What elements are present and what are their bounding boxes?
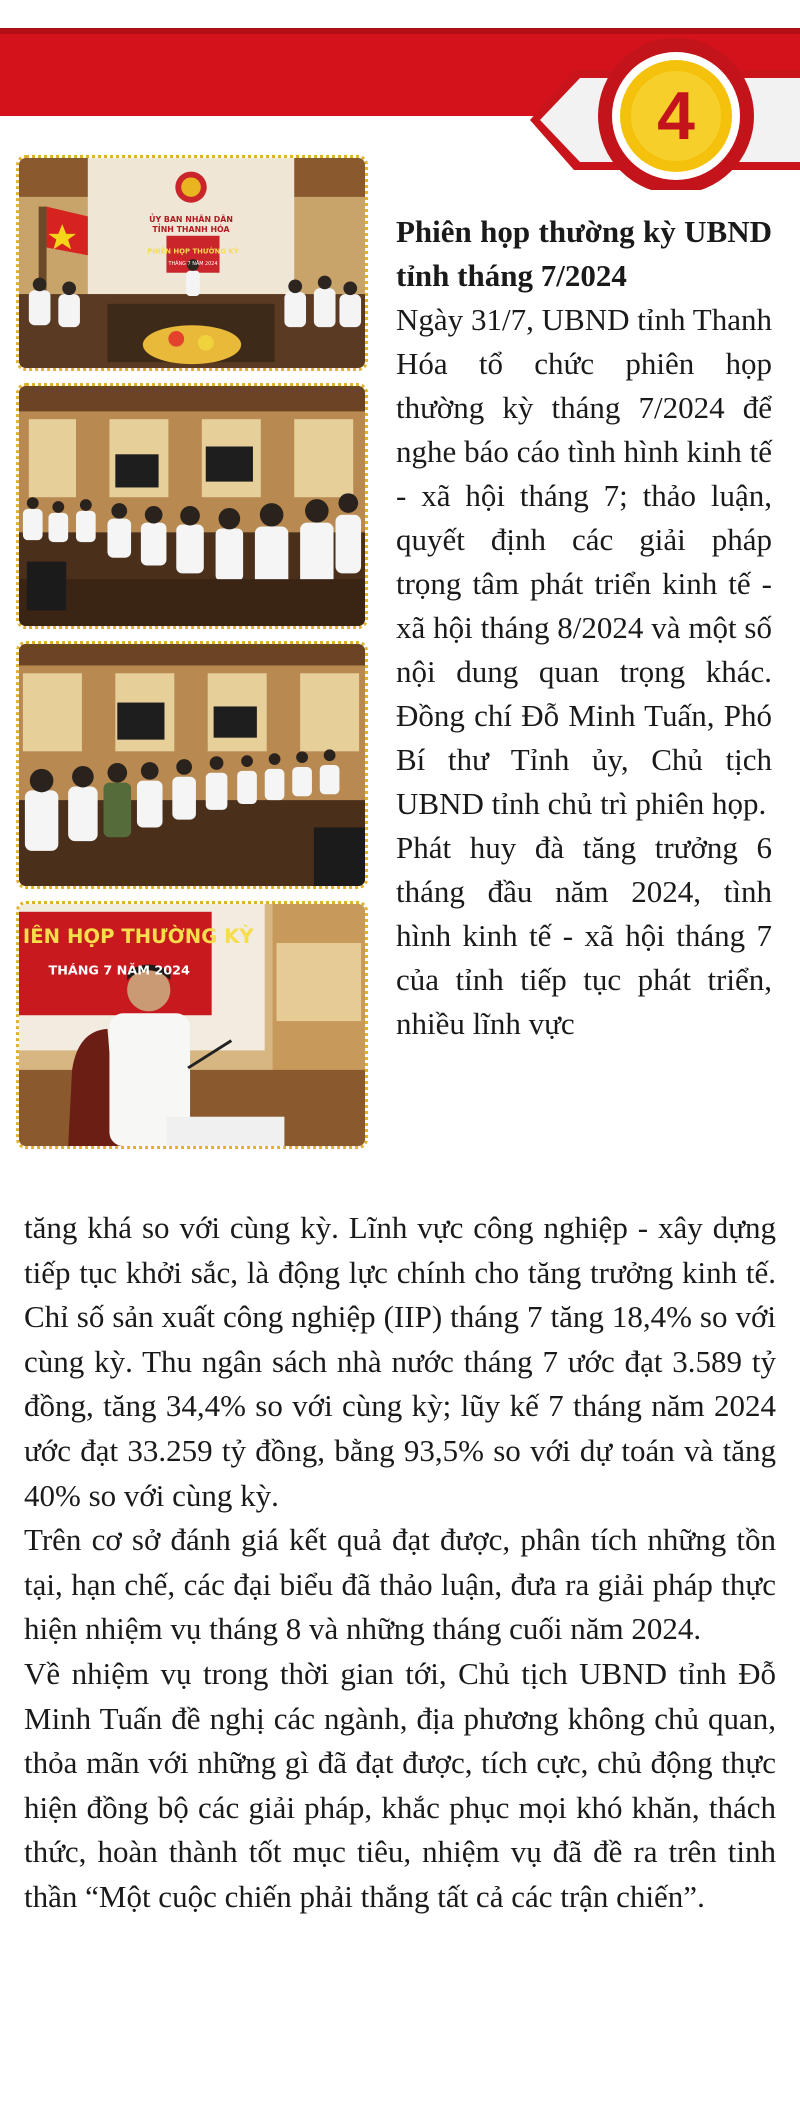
article-paragraph-3: Trên cơ sở đánh giá kết quả đạt được, phân tích những tồn tại, hạn chế, các đại biểu đã thảo luận, đưa ra giải pháp thực hiện nhiệm vụ tháng 8 và những tháng cuối năm 2024. xyxy=(24,1522,776,1647)
article-paragraph-1: Ngày 31/7, UBND tỉnh Thanh Hóa tổ chức phiên họp thường kỳ tháng 7/2024 để nghe báo cáo tình hình kinh tế - xã hội tháng 7; thảo luận, quyết định các giải pháp trọng tâm phát triển kinh tế - xã hội tháng 8/2024 và một số nội dung quan trọng khác. Đồng chí Đỗ Minh Tuấn, Phó Bí thư Tỉnh ủy, Chủ tịch UBND tỉnh chủ trì phiên họp. xyxy=(396,302,772,821)
section-number-badge: 4 xyxy=(657,78,695,154)
article-paragraph-4: Về nhiệm vụ trong thời gian tới, Chủ tịch UBND tỉnh Đỗ Minh Tuấn đề nghị các ngành, địa phương không chủ quan, thỏa mãn với những gì đã đạt được, tích cực, chủ động thực hiện đồng bộ các giải pháp, khắc phục mọi khó khăn, thách thức, hoàn thành tốt mục tiêu, nhiệm vụ đã đề ra trên tinh thần “Một cuộc chiến phải thắng tất cả các trận chiến”. xyxy=(24,1655,776,1914)
photo-delegates-left xyxy=(16,383,368,629)
photo-plaque-line2: TỈNH THANH HÓA xyxy=(152,224,230,234)
photo-banner-text-closeup: IÊN HỌP THƯỜNG KỲ xyxy=(22,925,254,949)
photo-meeting-hall-overview xyxy=(16,155,368,371)
photo-banner-date: THÁNG 7 NĂM 2024 xyxy=(168,260,218,267)
photo-banner-date-closeup: THÁNG 7 NĂM 2024 xyxy=(48,963,190,979)
article-title: Phiên họp thường kỳ UBND tỉnh tháng 7/2024 xyxy=(396,214,772,293)
article-top-column xyxy=(396,210,772,1046)
article-paragraph-2-start: Phát huy đà tăng trưởng 6 tháng đầu năm 2024, tình hình kinh tế - xã hội tháng 7 của tỉnh tiếp tục phát triển, nhiều lĩnh vực xyxy=(396,830,772,1041)
article-paragraph-2-continued: tăng khá so với cùng kỳ. Lĩnh vực công nghiệp - xây dựng tiếp tục khởi sắc, là động lực chính cho tăng trưởng kinh tế. Chỉ số sản xuất công nghiệp (IIP) tháng 7 tăng 18,4% so với cùng kỳ. Thu ngân sách nhà nước tháng 7 ước đạt 3.589 tỷ đồng, tăng 34,4% so với cùng kỳ; lũy kế 7 tháng năm 2024 ước đạt 33.259 tỷ đồng, bằng 93,5% so với dự toán và tăng 40% so với cùng kỳ. xyxy=(24,1210,776,1513)
photo-plaque-line1: ỦY BAN NHÂN DÂN xyxy=(149,215,233,225)
photo-delegates-right xyxy=(16,641,368,889)
photo-column xyxy=(16,155,368,1161)
photo-banner-text: PHIÊN HỌP THƯỜNG KỲ xyxy=(147,247,239,256)
article-body-full xyxy=(24,1206,776,1920)
photo-chairman-speaking xyxy=(16,901,368,1149)
